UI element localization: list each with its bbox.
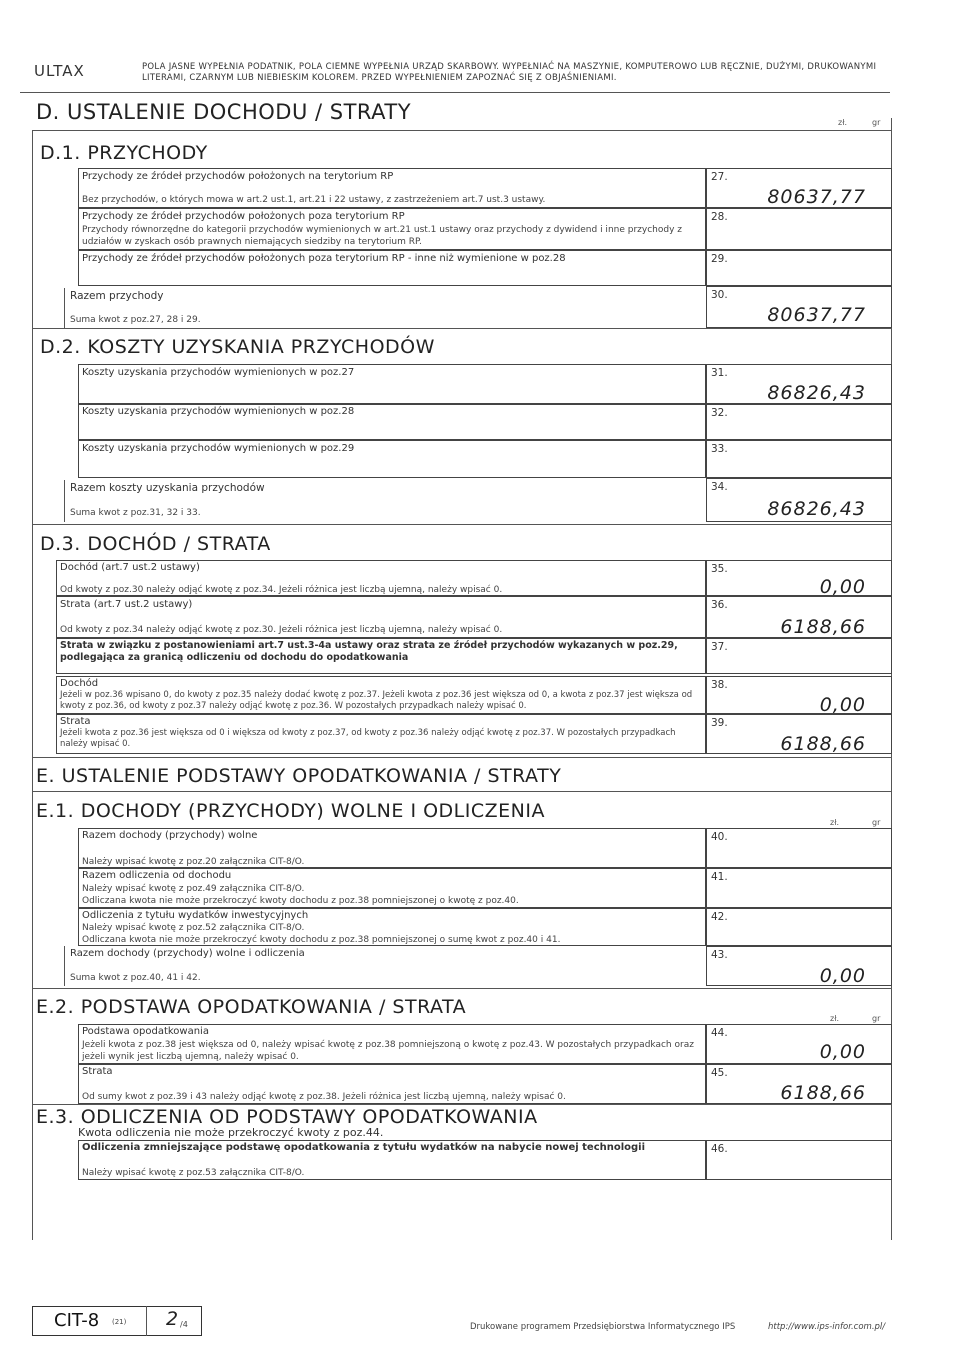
- field-46-number: 46.: [711, 1143, 728, 1155]
- field-37-number: 37.: [711, 641, 728, 653]
- field-35-desc: Od kwoty z poz.30 należy odjąć kwotę z poz.34. Jeżeli różnica jest liczbą ujemną, należy wpisać 0.: [60, 585, 503, 595]
- field-31-value: 86826,43: [767, 382, 866, 404]
- field-44-label: Podstawa opodatkowania: [82, 1026, 209, 1037]
- field-40-number: 40.: [711, 831, 728, 843]
- field-27-desc: Bez przychodów, o których mowa w art.2 ust.1, art.21 i 22 ustawy, z zastrzeżeniem art.7 ust.3 ustawy.: [82, 195, 546, 205]
- field-39-number: 39.: [711, 717, 728, 729]
- field-41-desc-1: Należy wpisać kwotę z poz.49 załącznika CIT-8/O.: [82, 884, 305, 894]
- field-43-value: 0,00: [819, 965, 866, 987]
- section-d-bottom-rule: [32, 757, 892, 758]
- field-34-value: 86826,43: [767, 498, 866, 520]
- field-35-value: 0,00: [819, 576, 866, 598]
- currency-zl: zł.: [838, 118, 848, 127]
- d2-bottom-rule: [32, 524, 892, 525]
- field-43-marker: [64, 946, 65, 986]
- field-36-number: 36.: [711, 599, 728, 611]
- field-30-number: 30.: [711, 289, 728, 301]
- section-d-title: D. USTALENIE DOCHODU / STRATY: [36, 100, 412, 124]
- section-e1-title: E.1. DOCHODY (PRZYCHODY) WOLNE I ODLICZENIA: [36, 800, 545, 822]
- brand-logo-text: ULTAX: [34, 62, 85, 80]
- field-42-desc-2: Odliczana kwota nie może przekroczyć kwoty dochodu z poz.38 pomniejszonej o sumę kwot z poz.40 i 41.: [82, 935, 561, 945]
- field-32-input[interactable]: [706, 404, 892, 440]
- field-39-value: 6188,66: [780, 733, 866, 755]
- field-41-input[interactable]: [706, 868, 892, 908]
- form-version: (21): [112, 1318, 127, 1326]
- field-40-label: Razem dochody (przychody) wolne: [82, 830, 258, 841]
- field-29-input[interactable]: [706, 250, 892, 286]
- section-d1-title: D.1. PRZYCHODY: [40, 142, 208, 164]
- currency-gr-e2: gr: [872, 1014, 881, 1023]
- field-43-number: 43.: [711, 949, 728, 961]
- field-45-label: Strata: [82, 1066, 113, 1077]
- field-46-input[interactable]: [706, 1140, 892, 1180]
- field-45-value: 6188,66: [780, 1082, 866, 1104]
- field-30-marker: [64, 288, 65, 328]
- field-44-value: 0,00: [819, 1041, 866, 1063]
- field-34-marker: [64, 480, 65, 522]
- field-42-number: 42.: [711, 911, 728, 923]
- field-35-number: 35.: [711, 563, 728, 575]
- field-44-desc: Jeżeli kwota z poz.38 jest większa od 0, należy wpisać kwotę z poz.38 pomniejszoną o kwotę z poz.43. W pozostałych przypadkach oraz jeżeli wynik jest liczbą ujemną, należy wpisać 0.: [82, 1040, 694, 1062]
- currency-zl-e2: zł.: [830, 1014, 840, 1023]
- currency-gr: gr: [872, 118, 881, 127]
- field-44-number: 44.: [711, 1027, 728, 1039]
- field-29-number: 29.: [711, 253, 728, 265]
- field-38-value: 0,00: [819, 694, 866, 716]
- printer-note: Drukowane programem Przedsiębiorstwa Informatycznego IPS: [470, 1322, 736, 1332]
- field-33-input[interactable]: [706, 440, 892, 478]
- field-42-input[interactable]: [706, 908, 892, 946]
- field-28-number: 28.: [711, 211, 728, 223]
- field-38-label: Dochód: [60, 678, 99, 689]
- form-id-divider: [146, 1306, 147, 1336]
- field-42-label: Odliczenia z tytułu wydatków inwestycyjnych: [82, 910, 309, 921]
- section-e-title: E. USTALENIE PODSTAWY OPODATKOWANIA / STRATY: [36, 765, 562, 787]
- d1-bottom-rule: [32, 328, 892, 329]
- field-40-desc: Należy wpisać kwotę z poz.20 załącznika CIT-8/O.: [82, 857, 305, 867]
- left-rule: [32, 130, 33, 1240]
- field-32-number: 32.: [711, 407, 728, 419]
- field-37-input[interactable]: [706, 638, 892, 674]
- field-39-desc: Jeżeli kwota z poz.36 jest większa od 0 i większa od kwoty z poz.37, od kwoty z poz.36 należy odjąć kwotę z poz.37. W pozostałych przypadkach należy wpisać 0.: [60, 728, 676, 749]
- page-number: 2: [166, 1308, 179, 1330]
- field-38-desc: Jeżeli w poz.36 wpisano 0, do kwoty z poz.35 należy dodać kwotę z poz.37. Jeżeli kwota z poz.36 jest większa od 0, a kwota z poz.37 jest większa od kwoty z poz.36, od kwoty z poz.37 należy odjąć kwotę z poz.36. W pozostałych przypadkach należy wpisać 0.: [60, 690, 693, 711]
- section-e3-subtitle: Kwota odliczenia nie może przekroczyć kwoty z poz.44.: [78, 1126, 384, 1139]
- e2-bottom-rule: [32, 1104, 892, 1105]
- form-code: CIT-8: [54, 1310, 100, 1331]
- field-27-value: 80637,77: [767, 186, 866, 208]
- field-36-label: Strata (art.7 ust.2 ustawy): [60, 599, 193, 610]
- section-e2-title: E.2. PODSTAWA OPODATKOWANIA / STRATA: [36, 996, 467, 1018]
- field-35-label: Dochód (art.7 ust.2 ustawy): [60, 562, 200, 573]
- field-34-number: 34.: [711, 481, 728, 493]
- field-45-number: 45.: [711, 1067, 728, 1079]
- section-e-rule: [32, 791, 892, 792]
- field-28-input[interactable]: [706, 208, 892, 250]
- field-38-number: 38.: [711, 679, 728, 691]
- field-39-label: Strata: [60, 716, 91, 727]
- field-30-value: 80637,77: [767, 304, 866, 326]
- form-instructions: POLA JASNE WYPEŁNIA PODATNIK, POLA CIEMNE WYPEŁNIA URZĄD SKARBOWY. WYPEŁNIAĆ NA MASZYNIE, KOMPUTEROWO LUB RĘCZNIE, DUŻYMI, DRUKOWANYMI LITERAMI, CZARNYM LUB NIEBIESKIM KOLOREM. PRZED WYPEŁNIENIEM ZAPOZNAĆ SIĘ Z OBJAŚNIENIAMI.: [142, 62, 877, 83]
- section-e3-title: E.3. ODLICZENIA OD PODSTAWY OPODATKOWANIA: [36, 1106, 538, 1128]
- field-28-desc: Przychody równorzędne do kategorii przychodów wymienionych w art.21 ust.1 ustawy oraz przychody z dywidend i inne przychody z udziałów w zyskach osób prawnych niemających siedziby na terytorium RP.: [82, 225, 682, 247]
- field-30-label: Razem przychody: [70, 290, 164, 302]
- field-43-desc: Suma kwot z poz.40, 41 i 42.: [70, 973, 201, 983]
- field-31-number: 31.: [711, 367, 728, 379]
- field-33-number: 33.: [711, 443, 728, 455]
- page-total: /4: [180, 1320, 188, 1329]
- field-46-label: Odliczenia zmniejszające podstawę opodatkowania z tytułu wydatków na nabycie nowej technologii: [82, 1142, 646, 1153]
- field-33-label: Koszty uzyskania przychodów wymienionych w poz.29: [82, 443, 355, 454]
- field-27-number: 27.: [711, 171, 728, 183]
- currency-zl-e1: zł.: [830, 818, 840, 827]
- field-43-label: Razem dochody (przychody) wolne i odliczenia: [70, 948, 305, 959]
- field-41-label: Razem odliczenia od dochodu: [82, 870, 232, 881]
- section-d3-title: D.3. DOCHÓD / STRATA: [40, 533, 271, 555]
- field-32-label: Koszty uzyskania przychodów wymienionych w poz.28: [82, 406, 355, 417]
- currency-gr-e1: gr: [872, 818, 881, 827]
- field-46-desc: Należy wpisać kwotę z poz.53 załącznika CIT-8/O.: [82, 1168, 305, 1178]
- field-34-desc: Suma kwot z poz.31, 32 i 33.: [70, 508, 201, 518]
- field-36-desc: Od kwoty z poz.34 należy odjąć kwotę z poz.30. Jeżeli różnica jest liczbą ujemną, należy wpisać 0.: [60, 625, 503, 635]
- section-rule: [32, 130, 892, 131]
- field-40-input[interactable]: [706, 828, 892, 868]
- e1-bottom-rule: [32, 988, 892, 989]
- field-30-desc: Suma kwot z poz.27, 28 i 29.: [70, 315, 201, 325]
- header-rule: [20, 92, 890, 93]
- field-31-label: Koszty uzyskania przychodów wymienionych w poz.27: [82, 367, 355, 378]
- field-37-label: Strata w związku z postanowieniami art.7 ust.3-4a ustawy oraz strata ze źródeł przychodów wykazanych w poz.29, podlegająca za granicą odliczeniu od dochodu do opodatkowania: [60, 640, 678, 663]
- field-29-label: Przychody ze źródeł przychodów położonych poza terytorium RP - inne niż wymienione w poz.28: [82, 253, 566, 264]
- section-d2-title: D.2. KOSZTY UZYSKANIA PRZYCHODÓW: [40, 336, 435, 358]
- field-36-value: 6188,66: [780, 616, 866, 638]
- field-41-number: 41.: [711, 871, 728, 883]
- field-34-label: Razem koszty uzyskania przychodów: [70, 482, 265, 494]
- field-42-desc-1: Należy wpisać kwotę z poz.52 załącznika CIT-8/O.: [82, 923, 305, 933]
- field-41-desc-2: Odliczana kwota nie może przekroczyć kwoty dochodu z poz.38 pomniejszonej o kwotę z poz.40.: [82, 896, 519, 906]
- field-27-label: Przychody ze źródeł przychodów położonych na terytorium RP: [82, 171, 394, 182]
- printer-url[interactable]: http://www.ips-infor.com.pl/: [768, 1322, 886, 1332]
- field-45-desc: Od sumy kwot z poz.39 i 43 należy odjąć kwotę z poz.38. Jeżeli różnica jest liczbą ujemną, należy wpisać 0.: [82, 1092, 566, 1102]
- field-28-label: Przychody ze źródeł przychodów położonych poza terytorium RP: [82, 211, 405, 222]
